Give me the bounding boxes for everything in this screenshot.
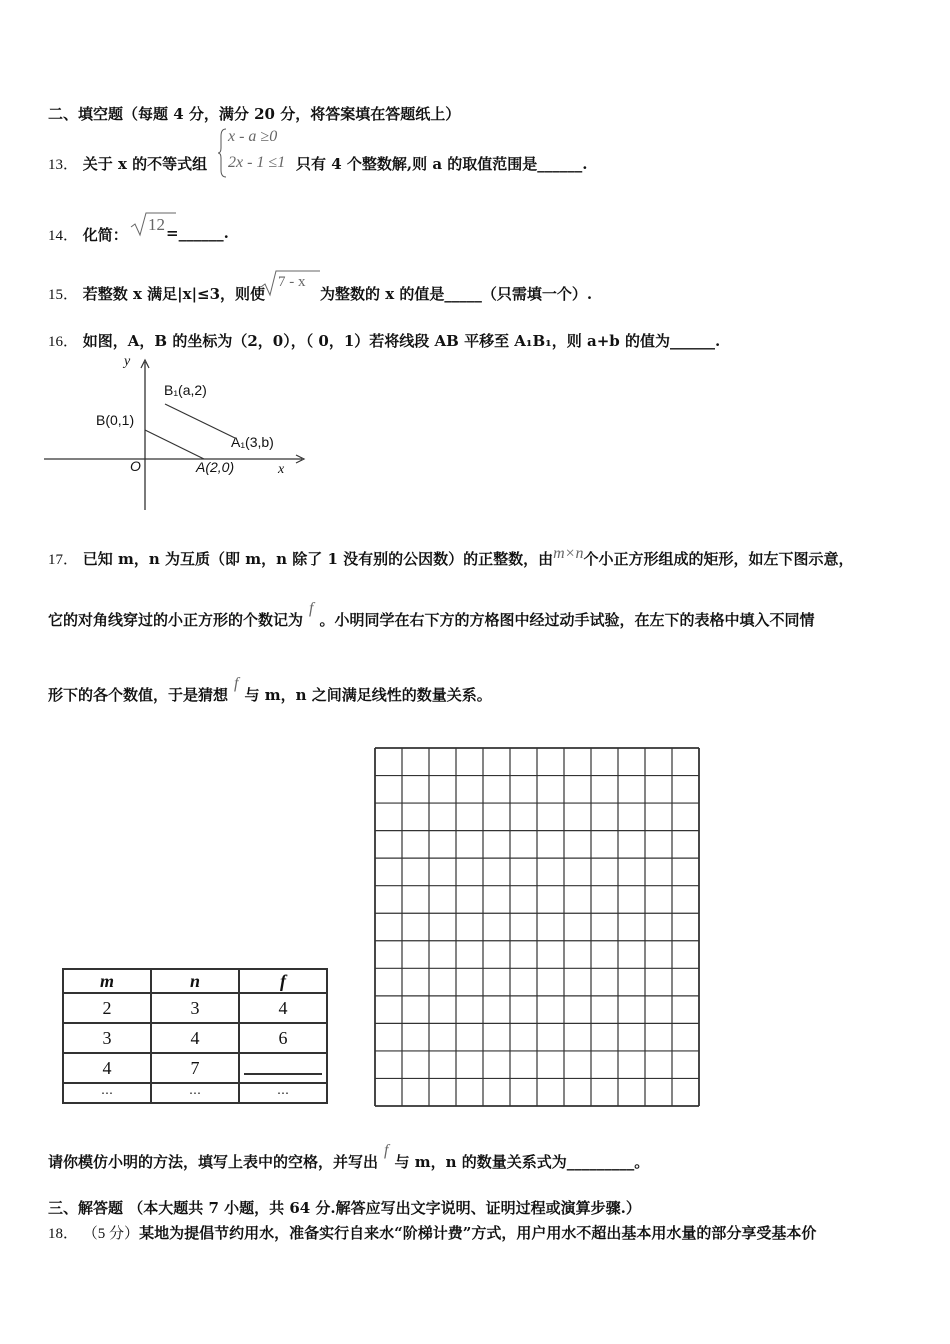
question-text: 个小正方形组成的矩形，如左下图示意， bbox=[583, 550, 854, 568]
question-17-line-2 bbox=[48, 600, 815, 630]
question-text: 为整数的 x 的值是 bbox=[320, 285, 445, 303]
radicand: 7 - x bbox=[278, 274, 306, 290]
question-text: 已知 m，n 为互质（即 m，n 除了 1 没有别的公因数）的正整数，由 bbox=[82, 550, 554, 568]
question-text: 与 m，n 的数量关系式为 bbox=[394, 1153, 567, 1171]
question-text: 某地为提倡节约用水，准备实行自来水“阶梯计费”方式，用户用水不超出基本用水量的部分享受基本价 bbox=[139, 1224, 817, 1242]
answer-blank: ______ bbox=[178, 224, 224, 242]
answer-blank: _____ bbox=[444, 285, 482, 303]
punctuation: 。 bbox=[634, 1153, 650, 1171]
table-row bbox=[63, 1053, 327, 1083]
inequality-system bbox=[218, 128, 296, 178]
x-axis-label: x bbox=[278, 462, 285, 477]
question-number: 17． bbox=[48, 552, 79, 568]
table-cell: ⋯ bbox=[151, 1083, 239, 1103]
question-15 bbox=[48, 283, 265, 304]
table-cell: 4 bbox=[151, 1023, 239, 1053]
table-cell: 7 bbox=[151, 1053, 239, 1083]
origin-label: O bbox=[130, 458, 141, 474]
punctuation: . bbox=[714, 332, 721, 350]
table-row bbox=[63, 993, 327, 1023]
f-symbol: f bbox=[309, 600, 314, 617]
punctuation: . bbox=[223, 224, 229, 242]
question-number: 16． bbox=[48, 334, 79, 350]
segment-a1b1 bbox=[165, 404, 235, 438]
table-cell: 3 bbox=[151, 993, 239, 1023]
answer-blank: ______ bbox=[669, 332, 715, 350]
table-cell: ⋯ bbox=[239, 1083, 327, 1103]
section-title-solutions: 三、解答题 （本大题共 7 小题，共 64 分.解答应写出文字说明、证明过程或演算步骤.） bbox=[48, 1199, 641, 1217]
question-text: 化简： bbox=[82, 226, 128, 244]
f-symbol: f bbox=[384, 1142, 389, 1159]
brace-icon bbox=[218, 128, 228, 178]
table-cell: ⋯ bbox=[63, 1083, 151, 1103]
point-a-label: A(2,0) bbox=[196, 459, 235, 475]
table-cell: 2 bbox=[63, 993, 151, 1023]
question-17-line-4 bbox=[48, 1142, 650, 1172]
table-header-row bbox=[63, 969, 327, 993]
question-text: 关于 x 的不等式组 bbox=[82, 155, 208, 173]
question-number: 18． bbox=[48, 1226, 79, 1242]
table-cell: 4 bbox=[63, 1053, 151, 1083]
m-times-n: m×n bbox=[553, 545, 584, 562]
punctuation: . bbox=[582, 155, 588, 173]
table-cell: 6 bbox=[239, 1023, 327, 1053]
table-cell-blank bbox=[239, 1053, 327, 1083]
table-header: f bbox=[239, 969, 327, 993]
question-17-line-3 bbox=[48, 675, 492, 705]
question-text: 如图，A，B 的坐标为（2，0），（ 0，1）若将线段 AB 平移至 A₁B₁，则 a+b 的值为 bbox=[82, 332, 670, 350]
question-text: 请你模仿小明的方法，填写上表中的空格，并写出 bbox=[48, 1153, 379, 1171]
table-row bbox=[63, 1023, 327, 1053]
table-row bbox=[63, 1083, 327, 1103]
point-b1-label: B₁(a,2) bbox=[164, 382, 207, 398]
graph-axes bbox=[44, 352, 314, 514]
radicand: 12 bbox=[148, 215, 165, 234]
inequality-line-1: x - a ≥0 bbox=[228, 128, 278, 145]
inequality-line-2: 2x - 1 ≤1 bbox=[228, 154, 286, 171]
question-number: 14． bbox=[48, 228, 79, 244]
question-15-tail bbox=[320, 283, 592, 304]
segment-ab bbox=[145, 430, 204, 459]
question-16 bbox=[48, 330, 720, 351]
table-cell: 4 bbox=[239, 993, 327, 1023]
question-14 bbox=[48, 224, 128, 245]
section-title-fill-in: 二、填空题（每题 4 分，满分 20 分，将答案填在答题纸上） bbox=[48, 105, 461, 123]
fill-blank-line bbox=[244, 1057, 322, 1075]
answer-blank: _________ bbox=[566, 1153, 635, 1171]
question-text: 它的对角线穿过的小正方形的个数记为 bbox=[48, 611, 304, 629]
question-14-tail bbox=[166, 224, 229, 242]
table-header: m bbox=[63, 969, 151, 993]
coordinate-graph bbox=[44, 352, 314, 514]
f-symbol: f bbox=[234, 675, 239, 692]
y-axis-label: y bbox=[124, 354, 131, 369]
question-text: 只有 4 个整数解,则 a 的取值范围是 bbox=[296, 155, 538, 173]
table-cell: 3 bbox=[63, 1023, 151, 1053]
question-13-tail bbox=[296, 153, 588, 174]
square-grid-paper bbox=[372, 746, 702, 1108]
table-header: n bbox=[151, 969, 239, 993]
question-13 bbox=[48, 153, 207, 174]
point-b-label: B(0,1) bbox=[96, 412, 135, 428]
question-18 bbox=[48, 1222, 816, 1243]
question-text-end: （只需填一个）. bbox=[481, 285, 593, 303]
mnf-table bbox=[62, 968, 328, 1104]
question-number: 15． bbox=[48, 287, 79, 303]
question-text: 形下的各个数值，于是猜想 bbox=[48, 686, 229, 704]
answer-blank: ______ bbox=[537, 155, 583, 173]
point-a1-label: A₁(3,b) bbox=[231, 434, 274, 450]
equals-sign: = bbox=[166, 224, 179, 242]
question-text: 若整数 x 满足|x|≤3，则使 bbox=[82, 285, 266, 303]
question-score: （5 分） bbox=[82, 1226, 140, 1242]
question-text: 。小明同学在右下方的方格图中经过动手试验，在左下的表格中填入不同情 bbox=[319, 611, 815, 629]
question-number: 13． bbox=[48, 157, 79, 173]
question-text: 与 m，n 之间满足线性的数量关系。 bbox=[244, 686, 492, 704]
question-17-line-1 bbox=[48, 545, 854, 569]
